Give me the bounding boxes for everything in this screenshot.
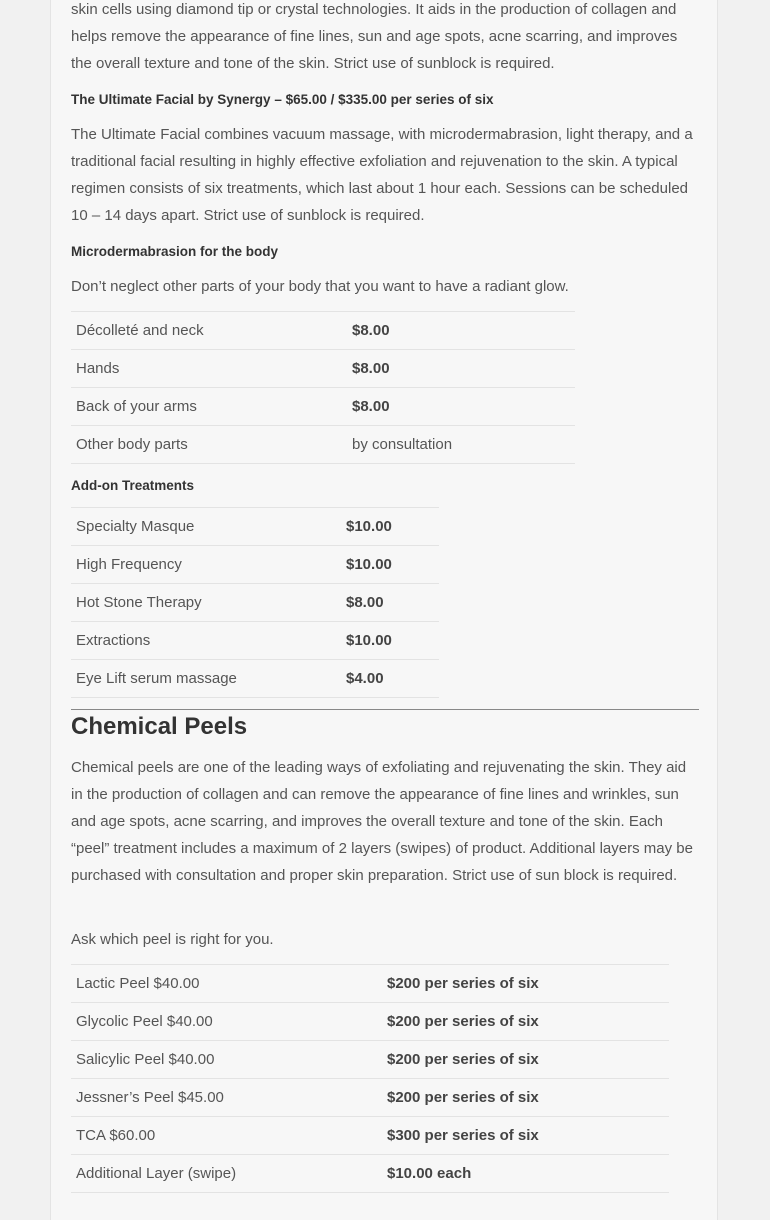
addon-price: $4.00 bbox=[341, 660, 439, 698]
peel-advice-text: Ask which peel is right for you. bbox=[71, 931, 274, 948]
table-row bbox=[71, 350, 575, 388]
table-row bbox=[71, 584, 439, 622]
treatment-name: Other body parts bbox=[71, 426, 347, 464]
chemical-peels-description: Chemical peels are one of the leading ways of exfoliating and rejuvenating the skin. They aid in the production of collagen and can remove the appearance of fine lines and wrinkles, sun and age spots, acne scarring, and improves the overall texture and tone of the skin. Each “peel” treatment includes a maximum of 2 layers (swipes) of product. Additional layers may be purchased with consultation and proper skin preparation. Strict use of sun block is required. bbox=[71, 759, 693, 884]
peel-price-table bbox=[71, 964, 669, 1193]
table-row bbox=[71, 388, 575, 426]
table-row bbox=[71, 965, 669, 1003]
addon-name: Hot Stone Therapy bbox=[71, 584, 341, 622]
treatment-price: by consultation bbox=[347, 426, 575, 464]
intro-paragraph: skin cells using diamond tip or crystal technologies. It aids in the production of collagen and helps remove the appearance of fine lines, sun and age spots, acne scarring, and improves the overall texture and tone of the skin. Strict use of sunblock is required. bbox=[71, 1, 678, 72]
peel-name: Glycolic Peel $40.00 bbox=[71, 1003, 382, 1041]
peel-name: TCA $60.00 bbox=[71, 1117, 382, 1155]
table-row bbox=[71, 312, 575, 350]
table-row bbox=[71, 1041, 669, 1079]
peel-series-price: $200 per series of six bbox=[382, 1079, 669, 1117]
table-row bbox=[71, 1155, 669, 1193]
table-row bbox=[71, 622, 439, 660]
treatment-price: $8.00 bbox=[347, 312, 575, 350]
peel-name: Salicylic Peel $40.00 bbox=[71, 1041, 382, 1079]
peel-series-price: $300 per series of six bbox=[382, 1117, 669, 1155]
addon-price: $8.00 bbox=[341, 584, 439, 622]
addon-price-table bbox=[71, 508, 439, 698]
treatment-name: Décolleté and neck bbox=[71, 312, 347, 350]
body-microdermabrasion-description: Don’t neglect other parts of your body that you want to have a radiant glow. bbox=[71, 278, 569, 295]
addon-price: $10.00 bbox=[341, 546, 439, 584]
peel-name: Lactic Peel $40.00 bbox=[71, 965, 382, 1003]
addon-name: Specialty Masque bbox=[71, 508, 341, 546]
table-row bbox=[71, 426, 575, 464]
peel-series-price: $10.00 each bbox=[382, 1155, 669, 1193]
addon-name: Eye Lift serum massage bbox=[71, 660, 341, 698]
peel-series-price: $200 per series of six bbox=[382, 1041, 669, 1079]
addon-name: High Frequency bbox=[71, 546, 341, 584]
section-divider bbox=[71, 709, 699, 710]
body-microdermabrasion-heading: Microdermabrasion for the body bbox=[71, 244, 279, 259]
treatment-name: Hands bbox=[71, 350, 347, 388]
addon-treatments-heading: Add-on Treatments bbox=[71, 478, 195, 493]
peel-name: Jessner’s Peel $45.00 bbox=[71, 1079, 382, 1117]
table-row bbox=[71, 660, 439, 698]
addon-price: $10.00 bbox=[341, 508, 439, 546]
peel-series-price: $200 per series of six bbox=[382, 1003, 669, 1041]
peel-name: Additional Layer (swipe) bbox=[71, 1155, 382, 1193]
table-row bbox=[71, 546, 439, 584]
chemical-peels-heading: Chemical Peels bbox=[71, 713, 248, 740]
table-row bbox=[71, 508, 439, 546]
ultimate-facial-description: The Ultimate Facial combines vacuum massage, with microdermabrasion, light therapy, and a traditional facial resulting in highly effective exfoliation and rejuvenation to the skin. A typical regimen consists of six treatments, which last about 1 hour each. Sessions can be scheduled 10 – 14 days apart. Strict use of sunblock is required. bbox=[71, 126, 693, 224]
addon-name: Extractions bbox=[71, 622, 341, 660]
treatment-price: $8.00 bbox=[347, 350, 575, 388]
addon-price: $10.00 bbox=[341, 622, 439, 660]
table-row bbox=[71, 1079, 669, 1117]
treatment-name: Back of your arms bbox=[71, 388, 347, 426]
table-row bbox=[71, 1117, 669, 1155]
table-row bbox=[71, 1003, 669, 1041]
body-price-table bbox=[71, 311, 575, 464]
treatment-price: $8.00 bbox=[347, 388, 575, 426]
ultimate-facial-heading: The Ultimate Facial by Synergy – $65.00 / $335.00 per series of six bbox=[71, 92, 494, 107]
peel-series-price: $200 per series of six bbox=[382, 965, 669, 1003]
